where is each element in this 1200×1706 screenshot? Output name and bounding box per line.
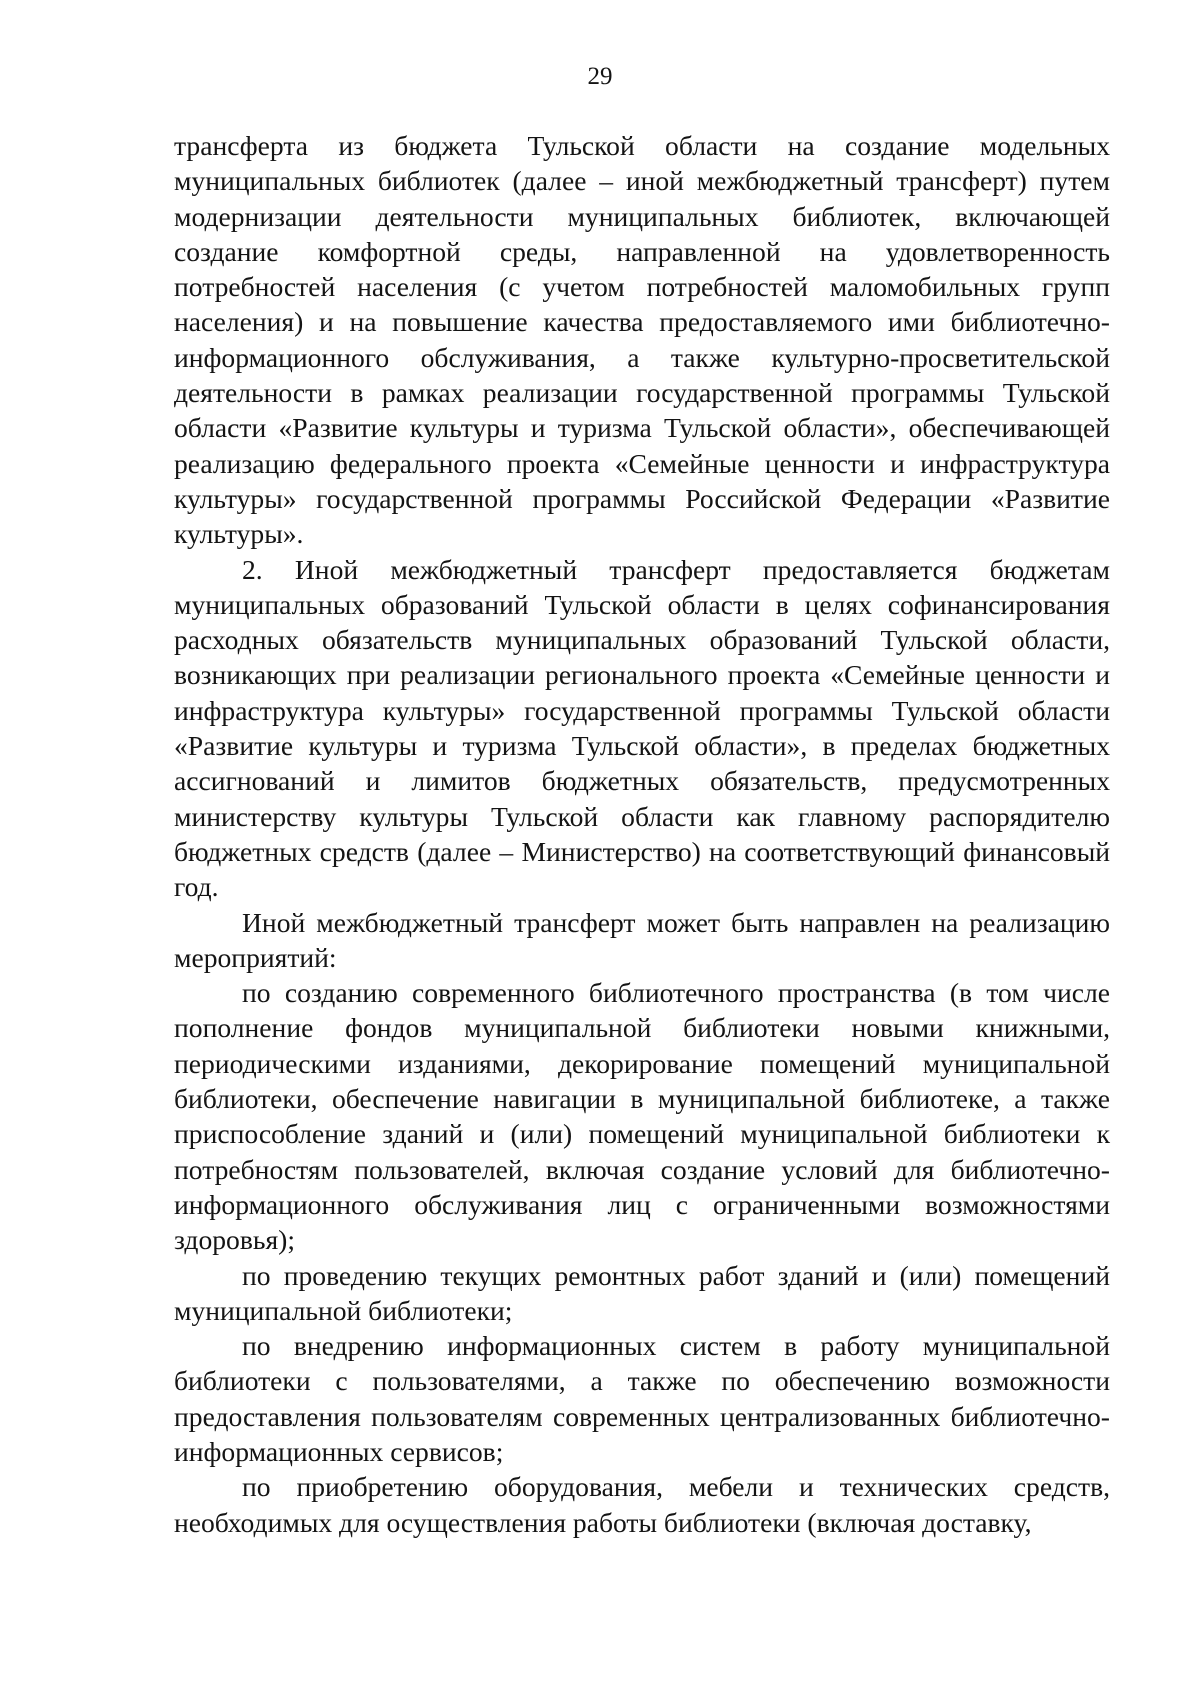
- paragraph-clause-2: 2. Иной межбюджетный трансферт предоставляется бюджетам муниципальных образований Тульской области в целях софинансирования расходных обязательств муниципальных образований Тульской области, возникающих при реализации регионального проекта «Семейные ценности и инфраструктура культуры» государственной программы Тульской области «Развитие культуры и туризма Тульской области», в пределах бюджетных ассигнований и лимитов бюджетных обязательств, предусмотренных министерству культуры Тульской области как главному распорядителю бюджетных средств (далее – Министерство) на соответствующий финансовый год.: [174, 553, 1110, 903]
- page-number: 29: [587, 63, 613, 90]
- document-body: [174, 128, 1110, 1540]
- paragraph-direction-equipment: по приобретению оборудования, мебели и технических средств, необходимых для осуществления работы библиотеки (включая доставку,: [174, 1471, 1110, 1538]
- paragraph-intro: трансферта из бюджета Тульской области на создание модельных муниципальных библиотек (далее – иной межбюджетный трансферт) путем модернизации деятельности муниципальных библиотек, включающей создание комфортной среды, направленной на удовлетворенность потребностей населения (с учетом потребностей маломобильных групп населения) и на повышение качества предоставляемого ими библиотечно-информационного обслуживания, а также культурно-просветительской деятельности в рамках реализации государственной программы Тульской области «Развитие культуры и туризма Тульской области», обеспечивающей реализацию федерального проекта «Семейные ценности и инфраструктура культуры» государственной программы Российской Федерации «Развитие культуры».: [174, 130, 1110, 550]
- paragraph-direction-repairs: по проведению текущих ремонтных работ зданий и (или) помещений муниципальной библиотеки;: [174, 1259, 1110, 1326]
- paragraph-direction-space: по созданию современного библиотечного пространства (в том числе пополнение фондов муниципальной библиотеки новыми книжными, периодическими изданиями, декорирование помещений муниципальной библиотеки, обеспечение навигации в муниципальной библиотеке, а также приспособление зданий и (или) помещений муниципальной библиотеки к потребностям пользователей, включая создание условий для библиотечно-информационного обслуживания лиц с ограниченными возможностями здоровья);: [174, 977, 1110, 1256]
- paragraph-direction-info-systems: по внедрению информационных систем в работу муниципальной библиотеки с пользователями, а также по обеспечению возможности предоставления пользователям современных централизованных библиотечно-информационных сервисов;: [174, 1330, 1110, 1467]
- paragraph-directions-intro: Иной межбюджетный трансферт может быть направлен на реализацию мероприятий:: [174, 906, 1110, 973]
